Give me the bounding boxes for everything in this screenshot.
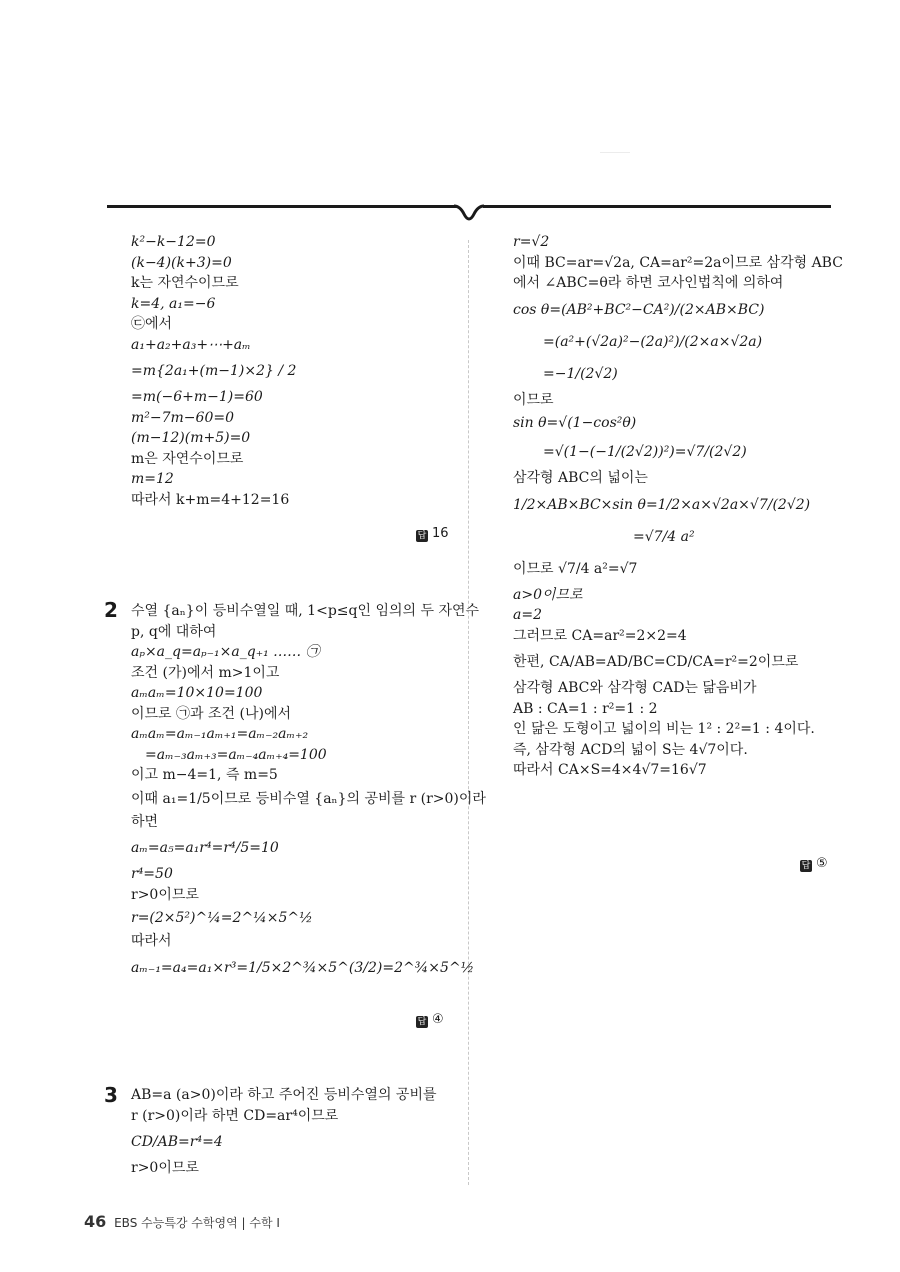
page-footer — [84, 1212, 280, 1231]
eq-line: =−1/(2√2) — [543, 365, 618, 382]
text-line: 즉, 삼각형 ACD의 넓이 S는 4√7이다. — [513, 741, 748, 758]
answer-mark-icon: 답 — [417, 1017, 427, 1027]
eq-line: =(a²+(√2a)²−(2a)²)/(2×a×√2a) — [543, 333, 763, 350]
text-line: 이때 a₁=1/5이므로 등비수열 {aₙ}의 공비를 r (r>0)이라 — [131, 790, 486, 807]
top-rule-right — [483, 205, 831, 208]
text-line: r>0이므로 — [131, 886, 199, 903]
eq-line: cos θ=(AB²+BC²−CA²)/(2×AB×BC) — [513, 301, 765, 318]
text-line: 이므로 √7/4 a²=√7 — [513, 560, 638, 577]
text-line: 수열 {aₙ}이 등비수열일 때, 1<p≤q인 임의의 두 자연수 — [131, 603, 480, 619]
text-line: 따라서 k+m=4+12=16 — [131, 491, 290, 508]
eq-line: aₘ₋₁=a₄=a₁×r³=1/5×2^¾×5^(3/2)=2^¾×5^½ — [131, 959, 475, 976]
answer-mark-icon: 답 — [801, 861, 811, 871]
answer-3 — [800, 856, 828, 872]
text-line: 이므로 — [513, 391, 554, 408]
eq-line: a₁+a₂+a₃+⋯+aₘ — [131, 336, 251, 353]
text-line: ㉢에서 — [131, 316, 173, 332]
answer-2-value: ④ — [432, 1012, 444, 1027]
answer-2 — [416, 1012, 444, 1028]
text-line: 따라서 CA×S=4×4√7=16√7 — [513, 762, 707, 778]
text-line: 에서 ∠ABC=θ라 하면 코사인법칙에 의하여 — [513, 275, 784, 291]
eq-line: aₘ=a₅=a₁r⁴=r⁴/5=10 — [131, 840, 279, 856]
text-line: r (r>0)이라 하면 CD=ar⁴이므로 — [131, 1107, 339, 1124]
text-line: 한편, CA/AB=AD/BC=CD/CA=r²=2이므로 — [513, 654, 799, 670]
question-3-number: 3 — [104, 1083, 118, 1107]
solution-3-continued — [513, 232, 843, 781]
eq-line: a=2 — [513, 607, 542, 623]
answer-1-value: 16 — [432, 526, 449, 541]
answer-3-value: ⑤ — [816, 856, 828, 871]
text-line: 삼각형 ABC의 넓이는 — [513, 470, 648, 486]
text-line: m은 자연수이므로 — [131, 450, 244, 467]
top-rule-left — [107, 205, 457, 208]
eq-line: r=√2 — [513, 234, 550, 250]
answer-1 — [416, 526, 449, 542]
eq-line: =√7/4 a² — [633, 528, 695, 545]
eq-line: r⁴=50 — [131, 866, 173, 882]
eq-line: =√(1−(−1/(2√2))²)=√7/(2√2) — [543, 444, 747, 460]
text-line: 조건 (가)에서 m>1이고 — [131, 664, 280, 681]
eq-line: r=(2×5²)^¼=2^¼×5^½ — [131, 910, 313, 926]
eq-line: aₘaₘ=aₘ₋₁aₘ₊₁=aₘ₋₂aₘ₊₂ — [131, 726, 309, 742]
answer-mark-icon: 답 — [417, 531, 427, 541]
text-line: 이고 m−4=1, 즉 m=5 — [131, 767, 278, 783]
solution-3-block — [131, 1085, 437, 1179]
header-notch-ornament — [452, 200, 486, 226]
text-line: k는 자연수이므로 — [131, 275, 239, 291]
text-line: AB=a (a>0)이라 하고 주어진 등비수열의 공비를 — [131, 1087, 437, 1103]
text-line: 이므로 ㉠과 조건 (나)에서 — [131, 705, 291, 722]
text-line: p, q에 대하여 — [131, 623, 217, 640]
eq-line: =m(−6+m−1)=60 — [131, 389, 263, 405]
page-number: 46 — [84, 1212, 107, 1231]
eq-line: k²−k−12=0 — [131, 234, 216, 250]
eq-line: (k−4)(k+3)=0 — [131, 254, 232, 271]
text-line: AB : CA=1 : r²=1 : 2 — [513, 700, 658, 717]
faint-mark — [600, 152, 630, 153]
eq-line: 1/2×AB×BC×sin θ=1/2×a×√2a×√7/(2√2) — [513, 496, 811, 513]
eq-line: (m−12)(m+5)=0 — [131, 430, 251, 446]
eq-line: =aₘ₋₃aₘ₊₃=aₘ₋₄aₘ₊₄=100 — [145, 746, 327, 763]
eq-line: =m{2a₁+(m−1)×2} / 2 — [131, 363, 297, 379]
text-line: 그러므로 CA=ar²=2×2=4 — [513, 627, 687, 644]
eq-line: m²−7m−60=0 — [131, 409, 234, 426]
text-line: 이때 BC=ar=√2a, CA=ar²=2a이므로 삼각형 ABC — [513, 254, 843, 271]
text-line: r>0이므로 — [131, 1160, 199, 1176]
text-line: 따라서 — [131, 933, 172, 949]
text-line: 하면 — [131, 813, 159, 830]
text-line: 인 닮은 도형이고 넓이의 비는 1² : 2²=1 : 4이다. — [513, 721, 815, 737]
eq-line: m=12 — [131, 471, 174, 487]
eq-line: CD/AB=r⁴=4 — [131, 1134, 223, 1150]
eq-line: aₚ×a_q=aₚ₋₁×a_q₊₁ …… ㉠ — [131, 644, 320, 660]
eq-line: a>0이므로 — [513, 586, 583, 603]
text-line: 삼각형 ABC와 삼각형 CAD는 닮음비가 — [513, 680, 757, 696]
solution-1-block — [131, 232, 296, 510]
solution-2-block — [131, 601, 486, 984]
eq-line: sin θ=√(1−cos²θ) — [513, 415, 637, 431]
question-2-number: 2 — [104, 598, 118, 622]
eq-line: k=4, a₁=−6 — [131, 295, 216, 312]
eq-line: aₘaₘ=10×10=100 — [131, 685, 263, 701]
footer-title: EBS 수능특강 수학영역 | 수학 I — [114, 1216, 280, 1230]
